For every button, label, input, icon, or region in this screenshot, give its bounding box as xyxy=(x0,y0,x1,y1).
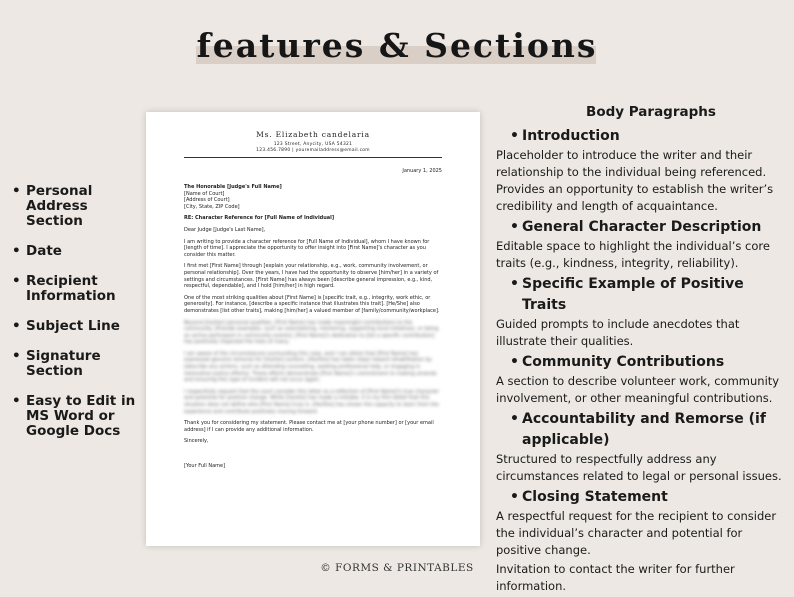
feature-item: • Date xyxy=(12,243,62,259)
feature-item: • Subject Line xyxy=(12,318,120,334)
recipient-name: The Honorable [Judge's Full Name] xyxy=(184,184,282,190)
section-description: A respectful request for the recipient to consider the individual’s character and potential for positive change. xyxy=(496,509,777,557)
bullet-icon: • xyxy=(12,393,21,409)
paragraph-community-blurred: Beyond [his/her] personal qualities, [First Name] has made meaningful contributions to the community. [Provide examples, such as volunteering, mentoring, supporting local initiatives, or being an active participant in community events]. [First Name]'s dedication to [list a specific contribution] has positively impacted the lives of many. xyxy=(184,319,439,346)
section-title: • Specific Example of Positive Traits xyxy=(496,274,786,316)
document-preview xyxy=(146,112,480,546)
bullet-icon: • xyxy=(510,411,519,427)
section-description: Placeholder to introduce the writer and their relationship to the individual being referenced. Provides an opportunity to establish the writer’s credibility and length of acquaintance. xyxy=(496,148,774,213)
page-title: features & Sections xyxy=(196,26,598,65)
bullet-icon: • xyxy=(12,318,21,334)
subject-line: RE: Character Reference for [Full Name of Individual] xyxy=(184,215,335,222)
paragraph-character: I first met [First Name] through [explain your relationship, e.g., work, community involvement, or personal relationship]. Over the years, I have had the opportunity to observe [him/her] in a variety of settings and circumstances. [First Name] has always been [describe general impression, e.g., kind, respectful, dependable], and I hold [him/her] in high regard. xyxy=(184,263,439,290)
feature-item: • Recipient Information xyxy=(12,273,116,304)
section-description: Guided prompts to include anecdotes that illustrate their qualities. xyxy=(496,317,740,348)
body-paragraphs-heading: Body Paragraphs xyxy=(586,104,716,120)
recipient-line: [City, State, ZIP Code] xyxy=(184,203,240,210)
sender-address: 123 Street, Anycity, USA 54321 xyxy=(273,142,353,147)
recipient-block xyxy=(184,184,442,210)
paragraph-accountability-blurred: I am aware of the circumstances surrounding this case, and I can attest that [First Name] has expressed genuine remorse for [his/her] actions. [He/She] has taken steps toward rehabilitation by [describe any actions, such as attending counseling, seeking professional help, or engaging in restorative justice efforts]. These efforts demonstrate [First Name]'s commitment to making amends and ensuring this type of incident will not occur again. xyxy=(184,350,437,384)
body-paragraphs-panel xyxy=(496,104,786,597)
bullet-icon: • xyxy=(510,128,519,144)
salutation: Dear Judge [Judge's Last Name], xyxy=(184,226,266,233)
bullet-icon: • xyxy=(12,348,21,364)
section-description: Editable space to highlight the individual’s core traits (e.g., kindness, integrity, reliability). xyxy=(496,239,770,270)
section-description: Structured to respectfully address any circumstances related to legal or personal issues. xyxy=(496,452,782,483)
bullet-icon: • xyxy=(510,219,519,235)
section-title: • General Character Description xyxy=(496,217,786,238)
recipient-line: [Name of Court] xyxy=(184,190,225,197)
paragraph-closing: Thank you for considering my statement. Please contact me at [your phone number] or [your email address] if I can provide any additional information. xyxy=(184,420,434,433)
letter-date: January 1, 2025 xyxy=(402,168,442,174)
header-divider xyxy=(184,157,442,158)
bullet-icon: • xyxy=(12,273,21,289)
sender-contact: 123.456.7890 | youremailaddress@email.com xyxy=(256,148,370,153)
recipient-line: [Address of Court] xyxy=(184,197,230,204)
bullet-icon: • xyxy=(12,243,21,259)
section-title: • Introduction xyxy=(496,126,786,147)
closing: Sincerely, xyxy=(184,438,209,445)
section-title: • Community Contributions xyxy=(496,352,786,373)
letter-body xyxy=(184,184,442,475)
sender-name: Ms. Elizabeth candelaria xyxy=(256,130,370,139)
feature-list xyxy=(12,184,142,454)
feature-item: • Personal Address Section xyxy=(12,183,93,229)
signature-name: [Your Full Name] xyxy=(184,463,226,469)
paragraph-intro: I am writing to provide a character reference for [Full Name of Individual], whom I have known for [length of time]. I appreciate the opportunity to offer insight into [First Name]'s character as you consider this matter. xyxy=(184,238,430,258)
section-title: • Accountability and Remorse (if applicable) xyxy=(496,409,786,451)
section-title: • Closing Statement xyxy=(496,487,786,508)
section-description-extra: Invitation to contact the writer for further information. xyxy=(496,562,735,593)
paragraph-example: One of the most striking qualities about [First Name] is [specific trait, e.g., integrity, work ethic, or generosity]. For instance, [describe a specific instance that illustrates this trait]. [He/She] also demonstrates [list other traits], making [him/her] a valued member of [family/community/workplace]. xyxy=(184,294,440,314)
section-description: A section to describe volunteer work, community involvement, or other meaningful contributions. xyxy=(496,374,780,405)
title-container xyxy=(0,26,794,65)
feature-item: • Signature Section xyxy=(12,348,101,379)
bullet-icon: • xyxy=(510,354,519,370)
brand-footer: © FORMS & PRINTABLES xyxy=(320,562,474,574)
paragraph-request-blurred: I respectfully request that the court consider this letter as a reflection of [First Name]'s true character and potential for positive change. While [he/she] has made a mistake, it is my firm belief that this situation does not define who [First Name] truly is. [He/She] has shown the capacity to learn from the experience and contribute positively moving forward. xyxy=(184,388,439,415)
feature-item: • Easy to Edit in MS Word or Google Docs xyxy=(12,393,136,439)
bullet-icon: • xyxy=(510,276,519,292)
bullet-icon: • xyxy=(510,489,519,505)
bullet-icon: • xyxy=(12,183,21,199)
